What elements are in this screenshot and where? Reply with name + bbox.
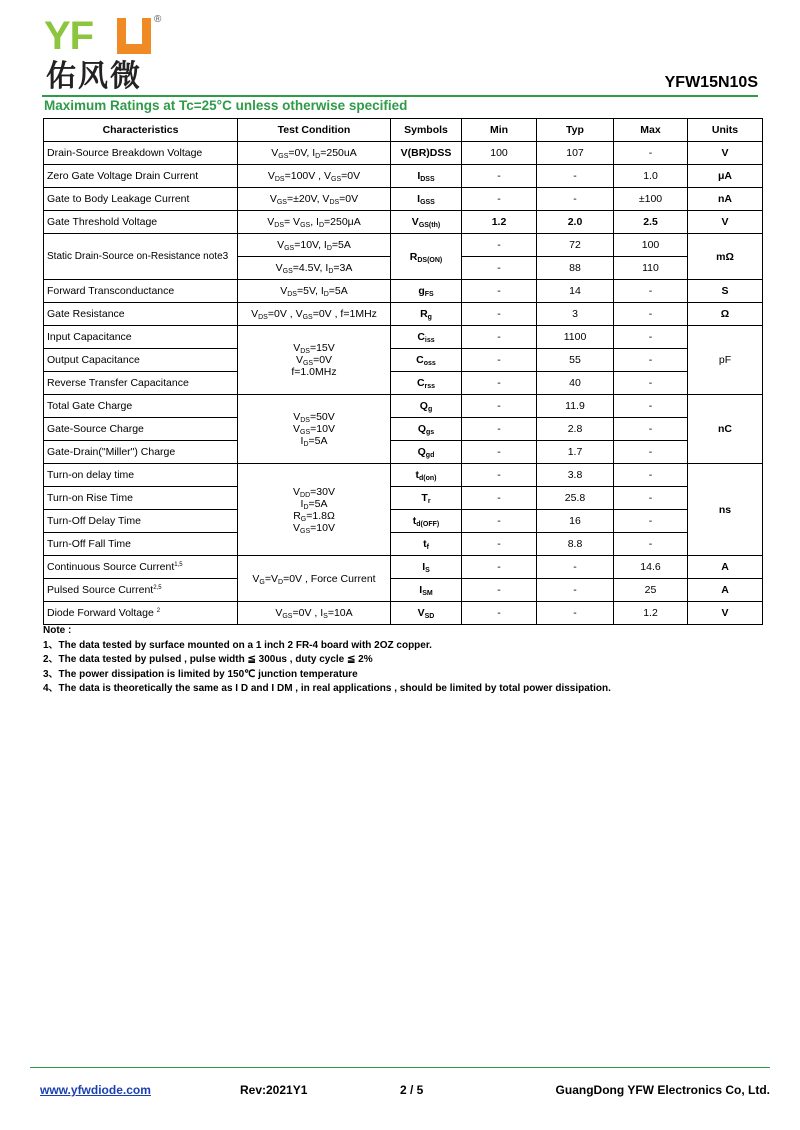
cell-typ: - [537,165,614,188]
cell-max: - [614,510,688,533]
logo-letters: YF [44,14,94,58]
cell-max: 100 [614,234,688,257]
cell-characteristic: Gate-Drain("Miller") Charge [44,441,238,464]
table-header-row [44,119,763,142]
cell-typ: 2.8 [537,418,614,441]
cell-unit: V [688,142,763,165]
cell-max: - [614,372,688,395]
table-row [44,510,763,533]
footer-divider [30,1067,770,1068]
registered-mark: ® [154,14,162,25]
cell-unit: μA [688,165,763,188]
cell-min: - [462,303,537,326]
cell-typ: 2.0 [537,211,614,234]
cell-typ: 3 [537,303,614,326]
cell-characteristic: Gate to Body Leakage Current [44,188,238,211]
cell-min: 100 [462,142,537,165]
header-symbols: Symbols [391,119,462,142]
cell-condition: $V_{GS}=10V$, $I_D=5A$ [238,234,391,257]
cell-typ: 107 [537,142,614,165]
cell-characteristic: Gate Threshold Voltage [44,211,238,234]
table-row [44,602,763,625]
cell-characteristic: Static Drain-Source on-Resistance note3 [44,234,238,280]
cell-typ: 72 [537,234,614,257]
cell-characteristic: Turn-on Rise Time [44,487,238,510]
cell-symbol: $C_{iss}$ [391,326,462,349]
notes-title: Note : [43,625,72,636]
cell-characteristic: Turn-Off Delay Time [44,510,238,533]
cell-symbol: $V_{GS(th)}$ [391,211,462,234]
table-row [44,349,763,372]
cell-min: - [462,349,537,372]
website-link[interactable]: www.yfwdiode.com [40,1083,151,1097]
logo-u-mark [117,18,151,54]
cell-typ: 25.8 [537,487,614,510]
cell-min: - [462,510,537,533]
cell-characteristic: Total Gate Charge [44,395,238,418]
cell-min: - [462,280,537,303]
cell-symbol: $I_S$ [391,556,462,579]
cell-characteristic: Zero Gate Voltage Drain Current [44,165,238,188]
cell-min: - [462,326,537,349]
table-row [44,441,763,464]
cell-min: - [462,464,537,487]
cell-min: 1.2 [462,211,537,234]
table-row [44,234,763,257]
cell-characteristic: Drain-Source Breakdown Voltage [44,142,238,165]
cell-min: - [462,533,537,556]
cell-unit: Ω [688,303,763,326]
note-item: 3、The power dissipation is limited by 150℃ junction temperature [43,668,358,680]
cell-max: 14.6 [614,556,688,579]
cell-max: - [614,464,688,487]
cell-symbol: $C_{oss}$ [391,349,462,372]
table-row [44,303,763,326]
header-test-condition: Test Condition [238,119,391,142]
part-number: YFW15N10S [664,74,758,91]
cell-typ: 3.8 [537,464,614,487]
cell-min: - [462,372,537,395]
cell-max: - [614,418,688,441]
cell-max: 25 [614,579,688,602]
cell-unit: V [688,602,763,625]
cell-max: 2.5 [614,211,688,234]
cell-condition: $V_{GS}=4.5V$, $I_D=3A$ [238,257,391,280]
cell-min: - [462,395,537,418]
cell-symbol: $g_{FS}$ [391,280,462,303]
table-row [44,395,763,418]
cell-symbol: $Q_{gs}$ [391,418,462,441]
cell-unit-group: ns [688,464,763,556]
cell-typ: 40 [537,372,614,395]
cell-min: - [462,418,537,441]
cell-symbol: $Q_{gd}$ [391,441,462,464]
cell-symbol: $R_g$ [391,303,462,326]
cell-min: - [462,257,537,280]
notes-section [43,624,611,697]
cell-characteristic: Gate-Source Charge [44,418,238,441]
cell-unit: mΩ [688,234,763,280]
cell-typ: - [537,579,614,602]
cell-symbol: $I_{SM}$ [391,579,462,602]
cell-symbol: $R_{DS(ON)}$ [391,234,462,280]
cell-max: - [614,303,688,326]
cell-typ: - [537,602,614,625]
cell-min: - [462,188,537,211]
section-title: Maximum Ratings at Tc=25°C unless otherwise specified [44,98,408,113]
company-name: GuangDong YFW Electronics Co, Ltd. [555,1083,770,1097]
cell-typ: 16 [537,510,614,533]
cell-max: 1.2 [614,602,688,625]
table-row [44,188,763,211]
cell-condition: $V_{DS}=5V$, $I_D=5A$ [238,280,391,303]
ratings-table [43,118,763,625]
cell-symbol: $Q_g$ [391,395,462,418]
cell-symbol: V(BR)DSS [391,142,462,165]
cell-characteristic: Turn-Off Fall Time [44,533,238,556]
note-item: 4、The data is theoretically the same as I D and I DM , in real applications , should be limited by total power dissipation. [43,683,611,694]
cell-characteristic: Forward Transconductance [44,280,238,303]
cell-condition: $V_{GS}=0V$, $I_D=250uA$ [238,142,391,165]
cell-typ: 8.8 [537,533,614,556]
cell-condition: $V_{GS}=0V$ , $I_S=10A$ [238,602,391,625]
cell-max: - [614,326,688,349]
header-divider [42,95,758,97]
cell-unit-group: pF [688,326,763,395]
cell-condition-group: $V_{DD}=30V$ $I_D=5A$ $R_G=1.8\Omega$ $V_{GS}=10V$ [238,464,391,556]
cell-max: 1.0 [614,165,688,188]
cell-symbol: $t_f$ [391,533,462,556]
note-item: 2、The data tested by pulsed , pulse width ≦ 300us , duty cycle ≦ 2% [43,654,373,665]
cell-min: - [462,556,537,579]
header-min: Min [462,119,537,142]
cell-min: - [462,579,537,602]
header-typ: Typ [537,119,614,142]
table-row [44,418,763,441]
note-item: 1、The data tested by surface mounted on a 1 inch 2 FR-4 board with 2OZ copper. [43,639,432,651]
cell-symbol: $V_{SD}$ [391,602,462,625]
cell-min: - [462,165,537,188]
cell-typ: - [537,556,614,579]
cell-typ: - [537,188,614,211]
table-row [44,556,763,579]
cell-max: - [614,142,688,165]
cell-characteristic: Turn-on delay time [44,464,238,487]
cell-min: - [462,487,537,510]
cell-symbol: $T_r$ [391,487,462,510]
cell-characteristic: Gate Resistance [44,303,238,326]
cell-symbol: $I_{DSS}$ [391,165,462,188]
cell-condition: $V_{DS}= V_{GS}$, $I_D=250\mu A$ [238,211,391,234]
page-number: 2 / 5 [400,1083,424,1097]
table-row [44,142,763,165]
cell-characteristic: Pulsed Source Current$^{2,5}$ [44,579,238,602]
cell-symbol: $C_{rss}$ [391,372,462,395]
table-row [44,487,763,510]
cell-max: - [614,395,688,418]
header-characteristics: Characteristics [44,119,238,142]
cell-condition: $V_{DS}=0V$ , $V_{GS}=0V$ , f=1MHz [238,303,391,326]
cell-symbol: $t_{d(OFF)}$ [391,510,462,533]
revision-label: Rev:2021Y1 [240,1083,308,1097]
cell-typ: 14 [537,280,614,303]
cell-typ: 88 [537,257,614,280]
cell-unit: V [688,211,763,234]
cell-max: - [614,441,688,464]
table-row [44,326,763,349]
table-row [44,464,763,487]
table-row [44,372,763,395]
cell-condition-group: $V_{DS}=15V$ $V_{GS}=0V$ f=1.0MHz [238,326,391,395]
cell-typ: 11.9 [537,395,614,418]
header-max: Max [614,119,688,142]
cell-unit: A [688,579,763,602]
cell-characteristic: Diode Forward Voltage $^2$ [44,602,238,625]
cell-max: - [614,349,688,372]
table-row [44,165,763,188]
cell-symbol: $t_{d(on)}$ [391,464,462,487]
logo-chinese-name: 佑风微 [46,59,142,94]
cell-unit: A [688,556,763,579]
cell-typ: 1.7 [537,441,614,464]
cell-characteristic: Output Capacitance [44,349,238,372]
cell-max: - [614,280,688,303]
cell-max: - [614,533,688,556]
cell-condition-group: $V_G=V_D=0V$ , Force Current [238,556,391,602]
cell-min: - [462,441,537,464]
cell-characteristic: Input Capacitance [44,326,238,349]
cell-condition: $V_{GS}=\pm 20V$, $V_{DS}=0V$ [238,188,391,211]
cell-min: - [462,234,537,257]
cell-max: ±100 [614,188,688,211]
cell-max: - [614,487,688,510]
cell-typ: 1100 [537,326,614,349]
cell-min: - [462,602,537,625]
cell-unit: S [688,280,763,303]
cell-condition: $V_{DS}=100V$ , $V_{GS}=0V$ [238,165,391,188]
cell-unit-group: nC [688,395,763,464]
table-row [44,533,763,556]
cell-characteristic: Reverse Transfer Capacitance [44,372,238,395]
cell-unit: nA [688,188,763,211]
cell-characteristic: Continuous Source Current$^{1,5}$ [44,556,238,579]
header-units: Units [688,119,763,142]
table-row [44,280,763,303]
company-logo [44,14,164,98]
table-row [44,579,763,602]
cell-max: 110 [614,257,688,280]
cell-condition-group: $V_{DS}=50V$ $V_{GS}=10V$ $I_D=5A$ [238,395,391,464]
table-row [44,211,763,234]
cell-typ: 55 [537,349,614,372]
cell-symbol: $I_{GSS}$ [391,188,462,211]
